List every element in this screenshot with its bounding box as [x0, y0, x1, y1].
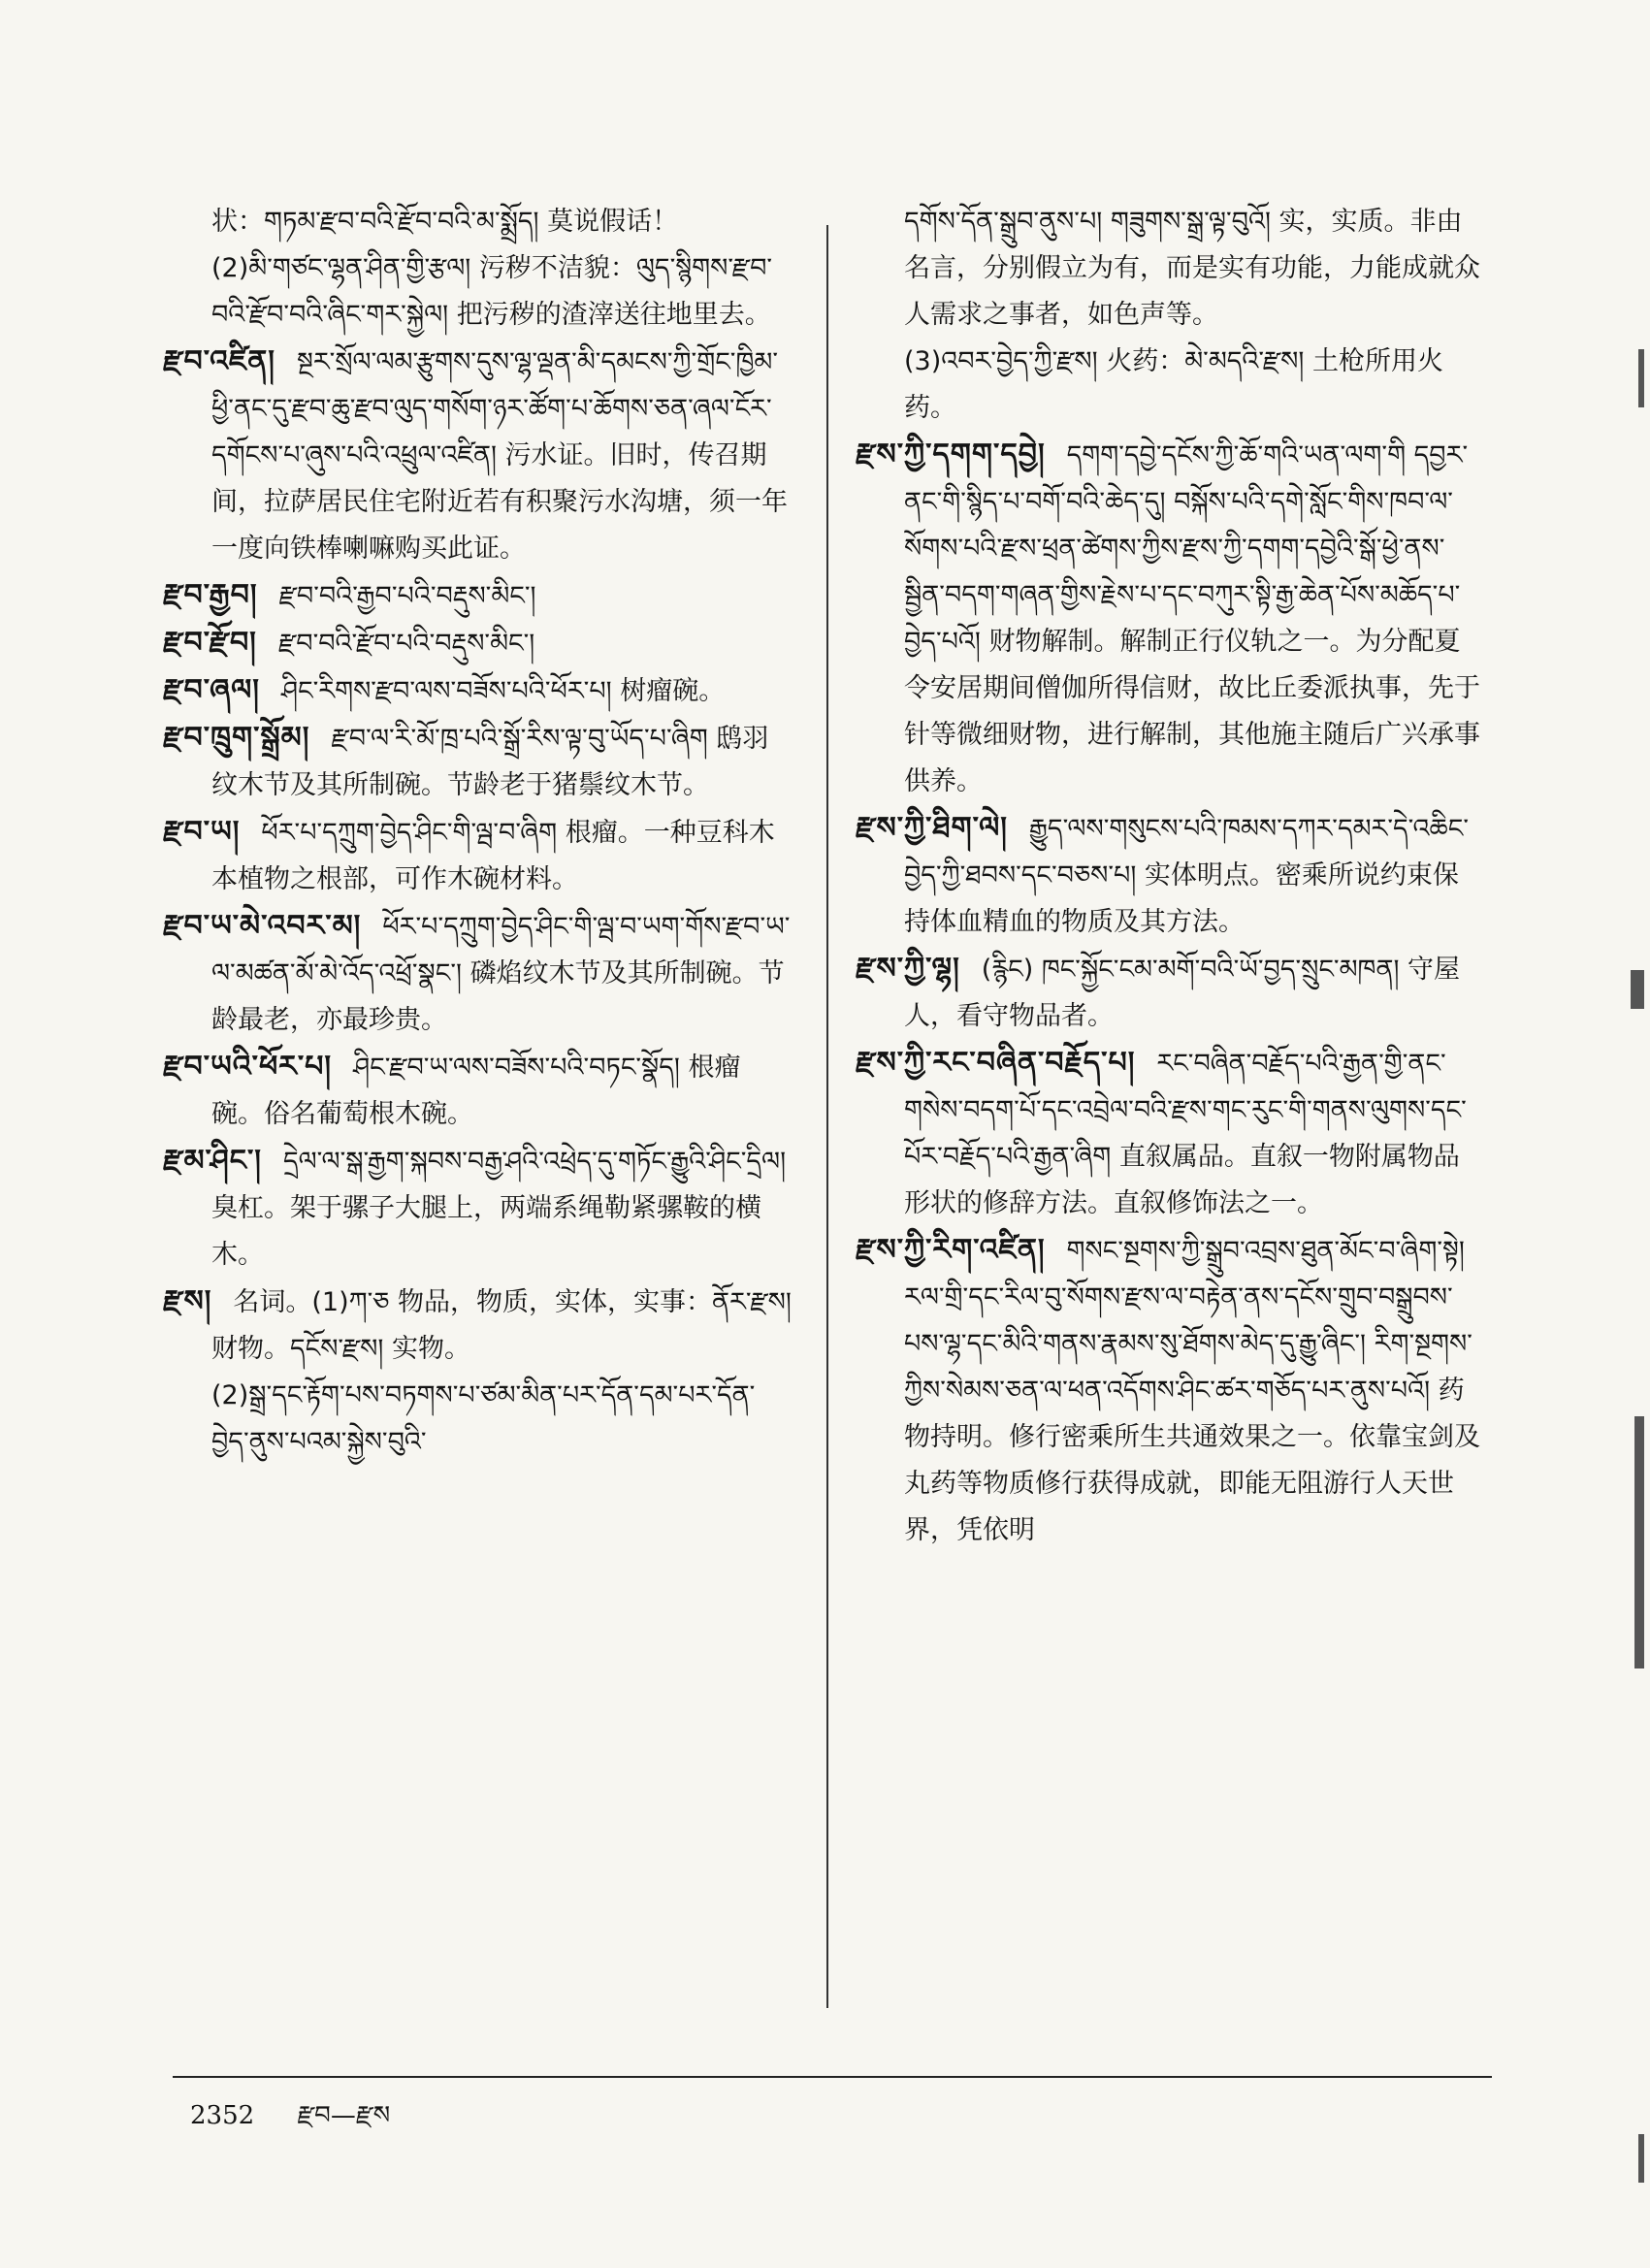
- entry-text: སྔར་སྲོལ་ལམ་རྩུགས་དུས་ལྷ་ལྡན་མི་དམངས་ཀྱི་གྲོང་ཁྱིམ་ཕྱི་ནང་དུ་རྫབ་ཆུ་རྫབ་ལུད་གསོག་ཉར་ཚོག་པ་ཆོགས་ཅན་ཞལ་ངོར་དགོངས་པ་ཞུས་པའི་འཕྲུལ་འཛིན། 污水证。旧时，传召期间，拉萨居民住宅附近若有积聚污水沟塘，须一年一度向铁棒喇嘛购买此证。: [211, 347, 788, 564]
- entry-text: དགོས་དོན་སྒྲུབ་ནུས་པ། གཟུགས་སྒྲ་ལྟ་བུའོ། 实，实质。非由名言，分别假立为有，而是实有功能，力能成就众人需求之事者，如色声等。: [904, 207, 1480, 330]
- dictionary-entry: [163, 667, 792, 715]
- entry-headword: རྫབ་རྫོབ།: [163, 626, 257, 660]
- entry-text: དྲེལ་ལ་སྒ་རྒྱག་སྐབས་བརྒྱ་ཤའི་འཕྲེད་དུ་གཏོང་རྒྱུའི་ཤིང་དྲིལ། 臭杠。架于骡子大腿上，两端系绳勒紧骡鞍的横木。: [211, 1147, 787, 1270]
- dictionary-entry: [856, 1040, 1484, 1227]
- dictionary-entry: [856, 946, 1484, 1040]
- entry-headword: རྫས་ཀྱི་ལྷ།: [856, 952, 960, 986]
- entry-headword: རྫས་ཀྱི་དགག་དབྱེ།: [856, 437, 1046, 471]
- page-number: 2352: [190, 2101, 255, 2130]
- entry-continuation: [856, 339, 1484, 432]
- entry-text: 名词。(1)ཀ་ཅ 物品，物质，实体，实事：ནོར་རྫས། 财物。དངོས་རྫས། 实物。: [211, 1287, 792, 1364]
- dictionary-entry: [163, 620, 792, 667]
- entry-text: (2)མི་གཙང་ལྷན་ཤིན་གྱི་རྩལ། 污秽不洁貌：ལུད་སྙིགས་རྫབ་བའི་རྫོབ་བའི་ཞིང་གར་སྐྱེལ། 把污秽的渣滓送往地里去。: [211, 253, 773, 330]
- entry-headword: རྫས་ཀྱི་རིག་འཛིན།: [856, 1233, 1046, 1267]
- dictionary-entry: [856, 805, 1484, 946]
- entry-headword: རྫས་ཀྱི་རང་བཞིན་བརྗོད་པ།: [856, 1046, 1136, 1080]
- entry-continuation: [163, 1373, 792, 1466]
- dictionary-entry: [163, 572, 792, 620]
- left-column: [163, 199, 792, 1466]
- right-column: [856, 199, 1484, 1554]
- page-footer: [190, 2088, 390, 2158]
- dictionary-entry: [856, 432, 1484, 805]
- entry-text: (2)སྒྲ་དང་རྟོག་པས་བཏགས་པ་ཙམ་མིན་པར་དོན་དམ་པར་དོན་བྱེད་ནུས་པའམ་སྐྱེས་བུའི་: [211, 1380, 756, 1457]
- entry-text: ཤིང་རྫབ་ཡ་ལས་བཟོས་པའི་བཏང་སྣོད། 根瘤碗。俗名葡萄根木碗。: [211, 1053, 741, 1129]
- entry-continuation: [163, 245, 792, 339]
- entry-headword: རྫབ་འཛིན།: [163, 344, 275, 378]
- entry-headword: རྫབ་ཡ།: [163, 815, 241, 849]
- dictionary-entry: [856, 1227, 1484, 1554]
- entry-headword: རྫབ་རྒྱབ།: [163, 578, 258, 612]
- entry-text: གསང་སྔགས་ཀྱི་སྒྲུབ་འབྲས་ཐུན་མོང་བ་ཞིག་སྟེ། རལ་གྲི་དང་རིལ་བུ་སོགས་རྫས་ལ་བརྟེན་ནས་དངོས་གྲུབ་བསྒྲུབས་པས་ལྷ་དང་མིའི་གནས་རྣམས་སུ་ཐོགས་མེད་དུ་རྒྱུ་ཞིང་། རིག་སྔགས་ཀྱིས་སེམས་ཅན་ལ་ཕན་འདོགས་ཤིང་ཚར་གཅོད་པར་ནུས་པའོ། 药物持明。修行密乘所生共通效果之一。依靠宝剑及丸药等物质修行获得成就，即能无阻游行人天世界，凭依明: [904, 1236, 1480, 1545]
- entry-headword: རྫབ་ཁྲུག་སྒྲོམ།: [163, 721, 310, 755]
- dictionary-entry: [163, 715, 792, 809]
- entry-text: རྒྱུད་ལས་གསུངས་པའི་ཁམས་དཀར་དམར་དེ་འཆིང་བྱེད་ཀྱི་ཐབས་དང་བཅས་པ། 实体明点。密乘所说约束保持体血精血的物质及其方法。: [904, 814, 1470, 937]
- entry-headword: རྫས།: [163, 1284, 212, 1318]
- dictionary-entry: [163, 1044, 792, 1138]
- dictionary-entry: [163, 903, 792, 1044]
- entry-text: (རྙིང) ཁང་སྐྱོང་ངམ་མགོ་བའི་ཡོ་བྱད་སྲུང་མཁན། 守屋人，看守物品者。: [904, 955, 1461, 1031]
- entry-text: ཕོར་པ་དཀྲུག་བྱེད་ཤིང་གི་ལྦ་བ་ཡག་གོས་རྫབ་ཡ་ལ་མཚན་མོ་མེ་འོད་འཕྲོ་སྣང་། 磷焰纹木节及其所制碗。节龄最老，亦最珍贵。: [211, 912, 791, 1035]
- entry-text: 状：གཏམ་རྫབ་བའི་རྫོབ་བའི་མ་སྨྲོད། 莫说假话！: [211, 207, 679, 237]
- dictionary-entry: [163, 809, 792, 903]
- entry-headword: རྫབ་ཞལ།: [163, 673, 260, 707]
- entry-text: (3)འབར་བྱེད་ཀྱི་རྫས། 火药：མེ་མདའི་རྫས། 土枪所用火药。: [904, 346, 1443, 423]
- entry-text: རྫབ་ལ་རི་མོ་ཁྲ་པའི་སྒྲོ་རིས་ལྟ་བུ་ཡོད་པ་ཞིག 鸱羽纹木节及其所制碗。节龄老于猪鬃纹木节。: [211, 724, 769, 800]
- entry-text: རྫབ་བའི་རྫོབ་པའི་བརྡུས་མིང་།: [277, 629, 535, 659]
- dictionary-entry: [163, 1138, 792, 1279]
- entry-headword: རྫབ་ཡ་མེ་འབར་མ།: [163, 909, 362, 943]
- entry-headword: རྫས་ཀྱི་ཐིག་ལེ།: [856, 811, 1008, 845]
- entry-text: རྫབ་བའི་རྒྱབ་པའི་བརྡུས་མིང་།: [278, 581, 536, 611]
- entry-text: རང་བཞིན་བརྗོད་པའི་རྒྱན་གྱི་ནང་གསེས་བདག་པོ་དང་འབྲེལ་བའི་རྫས་གང་རུང་གི་གནས་ལུགས་དང་པོར་བརྗོད་པའི་རྒྱན་ཞིག 直叙属品。直叙一物附属物品形状的修辞方法。直叙修饰法之一。: [904, 1049, 1467, 1218]
- entry-continuation: [163, 199, 792, 245]
- dictionary-entry: [163, 339, 792, 572]
- column-divider: [826, 225, 828, 2008]
- footer-rule: [173, 2076, 1492, 2078]
- entry-headword: རྫབ་ཡའི་ཕོར་པ།: [163, 1050, 333, 1084]
- entry-continuation: [856, 199, 1484, 339]
- dictionary-entry: [163, 1279, 792, 1373]
- entry-text: ཕོར་པ་དཀྲུག་བྱེད་ཤིང་གི་ལྦ་བ་ཞིག 根瘤。一种豆科木本植物之根部，可作木碗材料。: [211, 818, 775, 894]
- entry-text: དགག་དབྱེ་དངོས་ཀྱི་ཆོ་གའི་ཡན་ལག་གི དབྱར་ནང་གི་སྙིད་པ་བགོ་བའི་ཆེད་དུ། བསྐོས་པའི་དགེ་སློང་གིས་ཁབ་ལ་སོགས་པའི་རྫས་ཕྲན་ཚེགས་ཀྱིས་རྫས་ཀྱི་དགག་དབྱེའི་སྒོ་ཕྱེ་ནས་སྦྱིན་བདག་གཞན་གྱིས་རྗེས་པ་དང་བཀུར་སྟི་རྒྱ་ཆེན་པོས་མཆོད་པ་བྱེད་པའོ། 财物解制。解制正行仪轨之一。为分配夏令安居期间僧伽所得信财，故比丘委派执事，先于针等微细财物，进行解制，其他施主随后广兴承事供养。: [904, 440, 1480, 796]
- page-range: རྫབ—རྫས: [297, 2101, 391, 2130]
- entry-headword: རྫམ་ཤིང་།: [163, 1144, 262, 1178]
- scan-edge-marks: [1625, 349, 1644, 2192]
- entry-text: ཤིང་རིགས་རྫབ་ལས་བཟོས་པའི་ཕོར་པ། 树瘤碗。: [280, 676, 726, 706]
